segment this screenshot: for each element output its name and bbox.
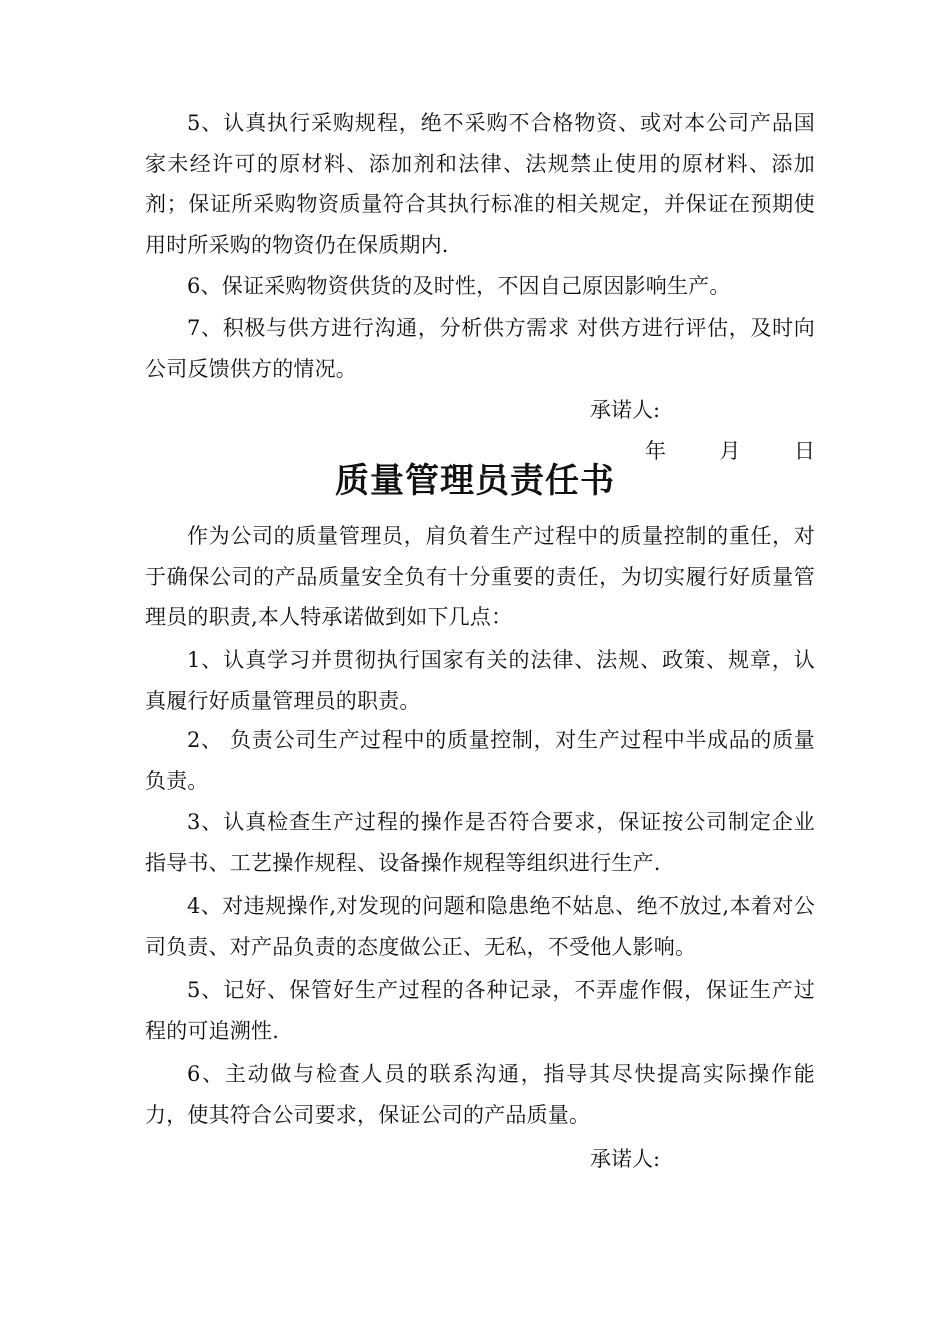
paragraph-intro: 作为公司的质量管理员，肩负着生产过程中的质量控制的重任，对于确保公司的产品质量安全负有十分重要的责任，为切实履行好质量管理员的职责,本人特承诺做到如下几点： xyxy=(145,524,815,629)
paragraph-procurement-item-6: 6、保证采购物资供货的及时性，不因自己原因影响生产。 xyxy=(187,274,731,298)
paragraph-procurement-item-5: 5、认真执行采购规程，绝不采购不合格物资、或对本公司产品国家未经许可的原材料、添加剂和法律、法规禁止使用的原材料、添加剂；保证所采购物资质量符合其执行标准的相关规定，并保证在预期使用时所采购的物资仍在保质期内. xyxy=(145,111,815,257)
date-year: 年 xyxy=(645,439,666,463)
signature-label-2: 承诺人: xyxy=(590,1147,661,1171)
paragraph-quality-item-1: 1、认真学习并贯彻执行国家有关的法律、法规、政策、规章，认真履行好质量管理员的职责。 xyxy=(145,648,815,713)
document-title: 质量管理员责任书 xyxy=(335,461,615,501)
paragraph-quality-item-2: 2、 负责公司生产过程中的质量控制，对生产过程中半成品的质量负责。 xyxy=(145,728,815,793)
date-month: 月 xyxy=(719,439,741,463)
paragraph-quality-item-5: 5、记好、保管好生产过程的各种记录，不弄虚作假，保证生产过程的可追溯性. xyxy=(145,978,815,1043)
paragraph-quality-item-6: 6、主动做与检查人员的联系沟通，指导其尽快提高实际操作能力，使其符合公司要求，保证公司的产品质量。 xyxy=(145,1062,815,1127)
paragraph-quality-item-4: 4、对违规操作,对发现的问题和隐患绝不姑息、绝不放过,本着对公司负责、对产品负责的态度做公正、无私，不受他人影响。 xyxy=(145,894,815,959)
paragraph-procurement-item-7: 7、积极与供方进行沟通，分析供方需求 对供方进行评估，及时向公司反馈供方的情况。 xyxy=(145,316,815,381)
paragraph-quality-item-3: 3、认真检查生产过程的操作是否符合要求，保证按公司制定企业指导书、工艺操作规程、设备操作规程等组织进行生产. xyxy=(145,810,815,875)
signature-label-1: 承诺人: xyxy=(590,398,661,422)
date-day: 日 xyxy=(794,439,815,463)
